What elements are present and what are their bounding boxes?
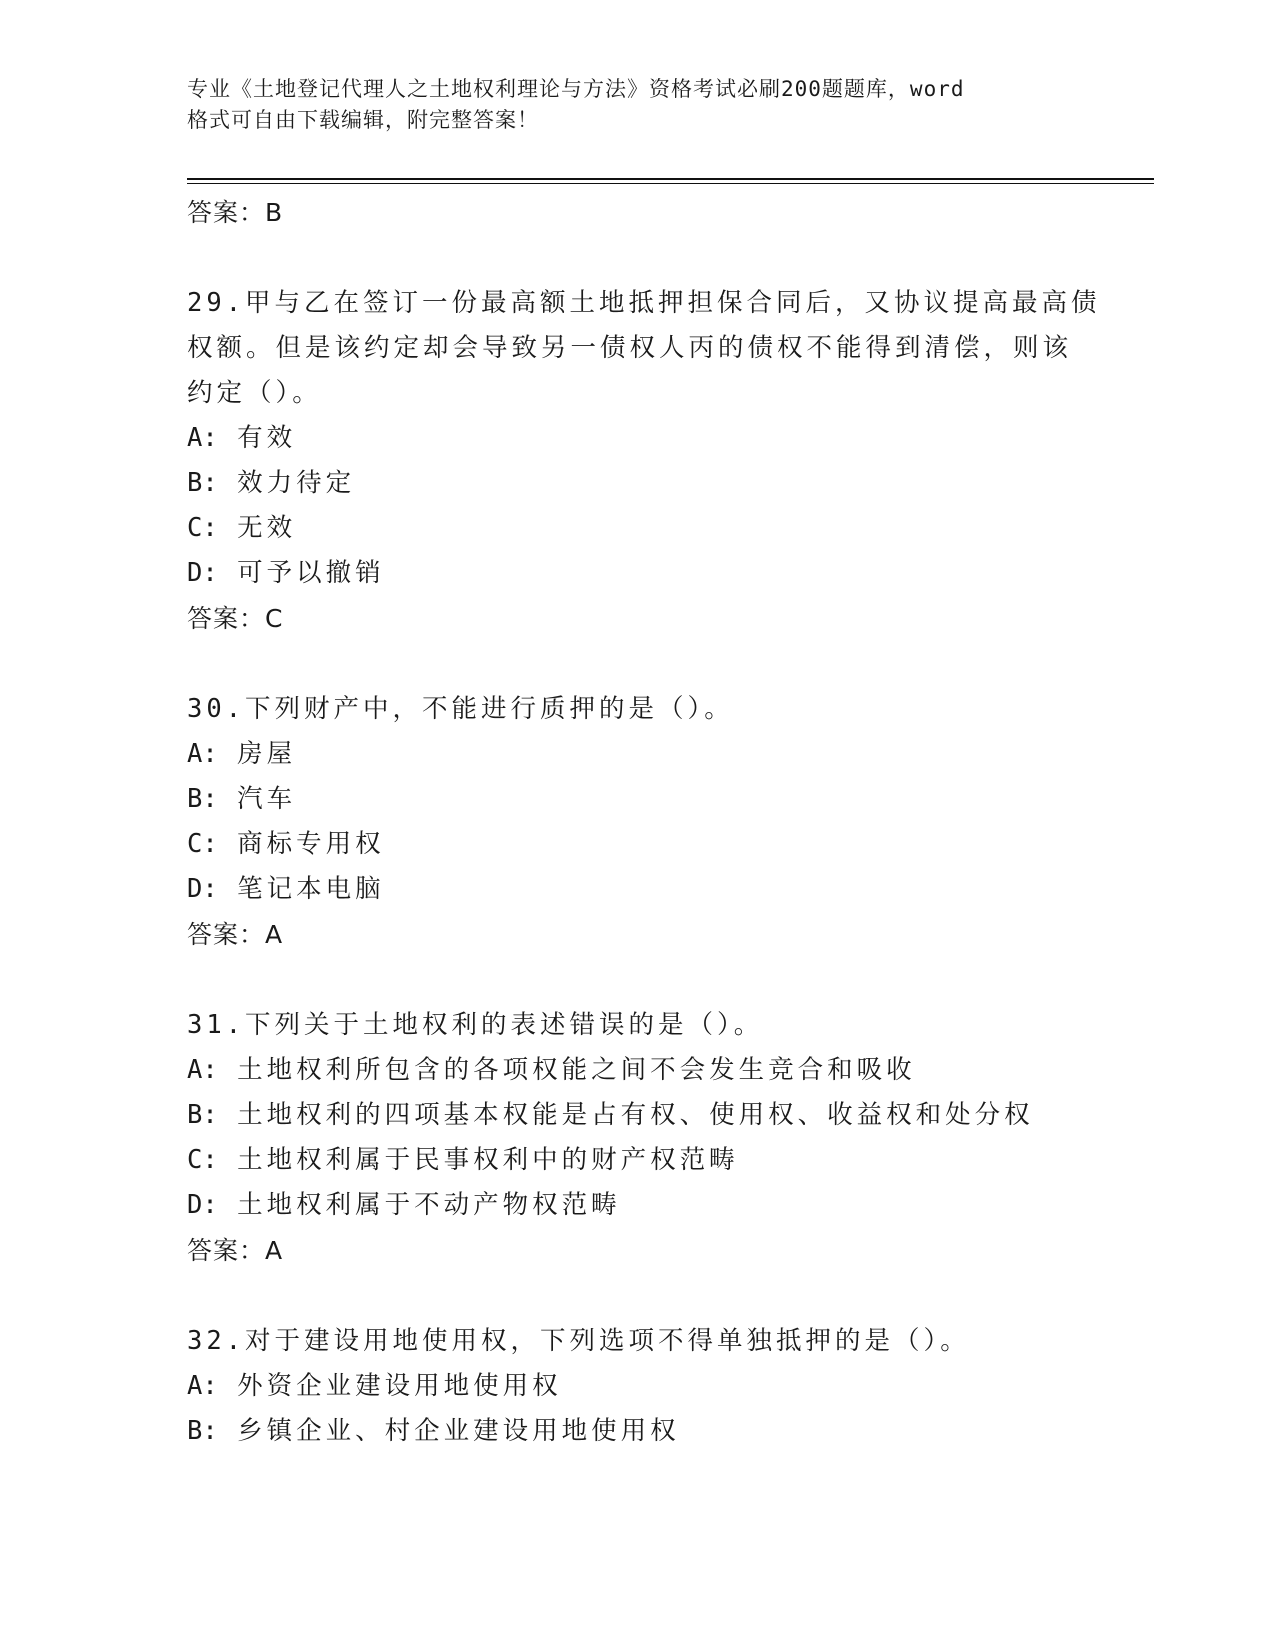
option-d [187,1183,1147,1228]
option-text: 效力待定 [237,468,356,498]
option-a [187,1364,1147,1409]
option-b [187,461,1147,506]
question-text-line: 32.对于建设用地使用权，下列选项不得单独抵押的是（）。 [187,1326,970,1356]
question-block [187,281,1147,641]
option-b [187,1409,1147,1454]
question-block [187,1319,1147,1454]
option-text: 外资企业建设用地使用权 [237,1371,562,1401]
option-a [187,1048,1147,1093]
option-c [187,1138,1147,1183]
option-text: 有效 [237,423,297,453]
option-text: 可予以撤销 [237,558,385,588]
option-letter: B: [187,784,218,814]
question-text-line: 约定（）。 [187,378,322,408]
answer-line: 答案：C [187,604,284,633]
option-letter: A: [187,1371,218,1401]
option-text: 土地权利属于不动产物权范畴 [237,1190,621,1220]
question-text-line: 31.下列关于土地权利的表述错误的是（）。 [187,1010,764,1040]
option-letter: B: [187,1100,218,1130]
option-text: 土地权利的四项基本权能是占有权、使用权、收益权和处分权 [237,1100,1034,1130]
option-letter: D: [187,558,218,588]
header-divider-thick [187,178,1154,180]
option-text: 无效 [237,513,297,543]
option-text: 乡镇企业、村企业建设用地使用权 [237,1416,680,1446]
document-header [187,74,1087,136]
option-a [187,732,1147,777]
question-block [187,687,1147,957]
option-b [187,1093,1147,1138]
option-letter: C: [187,1145,218,1175]
answer-line: 答案：A [187,1236,284,1265]
option-text: 土地权利所包含的各项权能之间不会发生竞合和吸收 [237,1055,916,1085]
question-list [187,190,1147,1454]
option-d [187,551,1147,596]
answer-line: 答案：A [187,920,284,949]
question-text-line: 29.甲与乙在签订一份最高额土地抵押担保合同后，又协议提高最高债 [187,288,1101,318]
option-letter: D: [187,874,218,904]
option-text: 商标专用权 [237,829,385,859]
option-c [187,822,1147,867]
option-text: 土地权利属于民事权利中的财产权范畴 [237,1145,739,1175]
option-letter: C: [187,513,218,543]
option-text: 房屋 [237,739,297,769]
option-b [187,777,1147,822]
question-text-line: 权额。但是该约定却会导致另一债权人丙的债权不能得到清偿，则该 [187,333,1073,363]
option-letter: A: [187,739,218,769]
question-text-line: 30.下列财产中，不能进行质押的是（）。 [187,694,734,724]
option-text: 笔记本电脑 [237,874,385,904]
option-d [187,867,1147,912]
option-letter: B: [187,1416,218,1446]
header-line-1: 专业《土地登记代理人之土地权利理论与方法》资格考试必刷200题题库，word [187,77,965,101]
option-letter: A: [187,423,218,453]
option-c [187,506,1147,551]
option-letter: D: [187,1190,218,1220]
option-letter: B: [187,468,218,498]
header-line-2: 格式可自由下载编辑，附完整答案！ [187,108,539,132]
option-letter: A: [187,1055,218,1085]
question-block [187,1003,1147,1273]
option-text: 汽车 [237,784,297,814]
answer-line: 答案：B [187,198,284,227]
option-a [187,416,1147,461]
option-letter: C: [187,829,218,859]
header-divider-thin [187,183,1154,184]
